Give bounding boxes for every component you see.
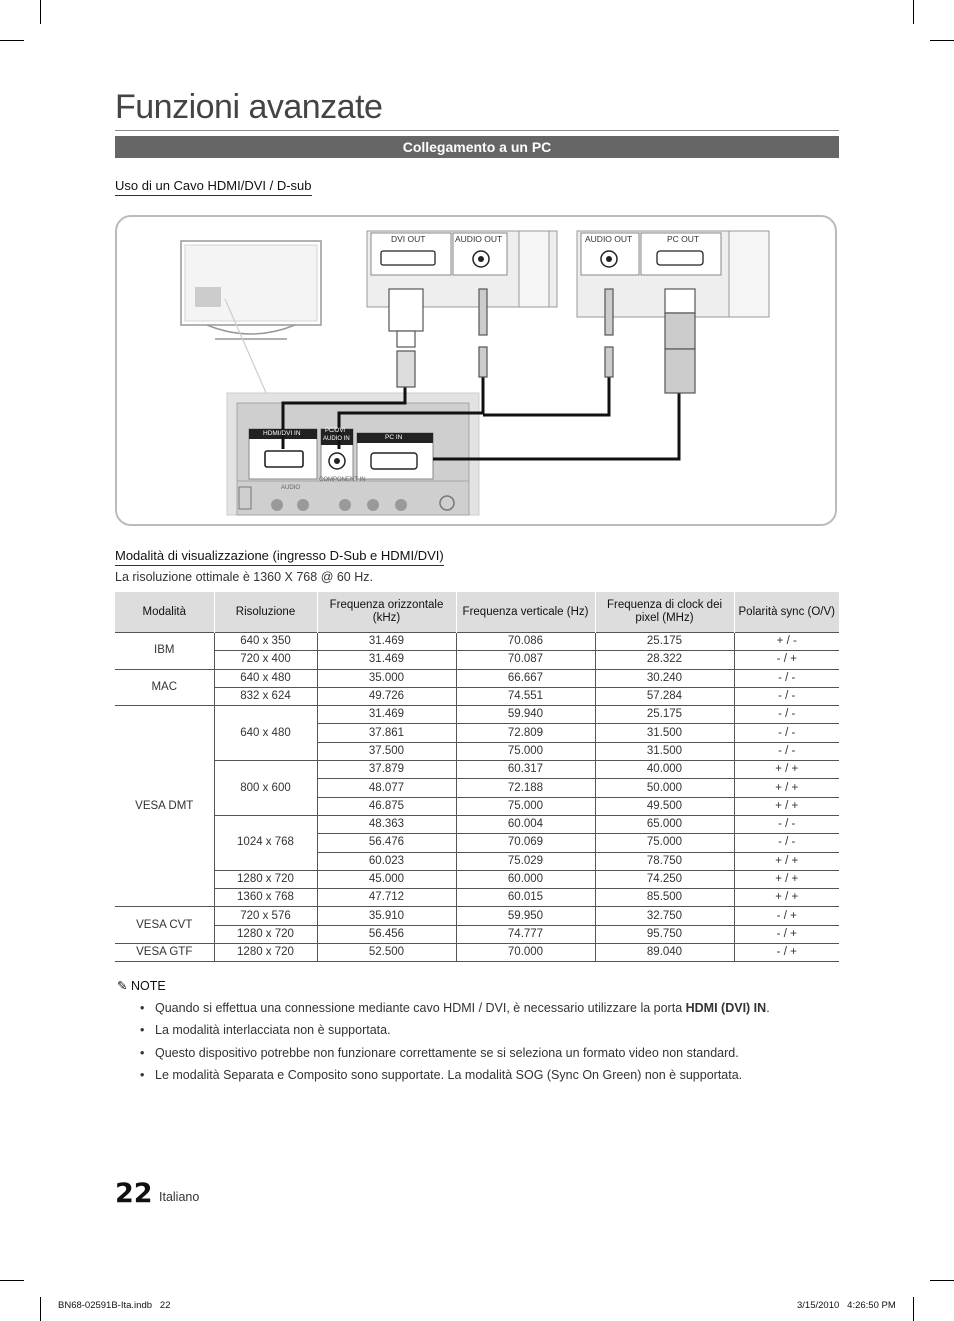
vertical-frequency-cell: 75.000: [456, 797, 595, 815]
resolution-cell: 832 x 624: [214, 687, 317, 705]
crop-mark: [0, 40, 24, 41]
pc1-audio-out-label: AUDIO OUT: [455, 234, 503, 244]
optimal-resolution-text: La risoluzione ottimale è 1360 X 768 @ 60 Hz.: [115, 570, 373, 584]
note-text: La modalità interlacciata non è supportata.: [155, 1023, 391, 1038]
horizontal-frequency-cell: 52.500: [317, 944, 456, 962]
table-row: [115, 815, 839, 833]
header-horizontal-frequency: Frequenza orizzontale (kHz): [317, 592, 456, 633]
sync-polarity-cell: - / -: [734, 834, 839, 852]
horizontal-frequency-cell: 48.077: [317, 779, 456, 797]
resolution-cell: 720 x 576: [214, 907, 317, 925]
pixel-clock-cell: 32.750: [595, 907, 734, 925]
sync-polarity-cell: - / +: [734, 651, 839, 669]
tv-rear-panel: [227, 393, 479, 515]
bullet-icon: •: [140, 1001, 145, 1015]
sync-polarity-cell: + / -: [734, 633, 839, 651]
horizontal-frequency-cell: 37.879: [317, 761, 456, 779]
vertical-frequency-cell: 66.667: [456, 669, 595, 687]
vertical-frequency-cell: 72.809: [456, 724, 595, 742]
table-row: [115, 669, 839, 687]
resolution-cell: 1024 x 768: [214, 815, 317, 870]
horizontal-frequency-cell: 31.469: [317, 633, 456, 651]
pencil-icon: ✎: [117, 979, 128, 993]
vertical-frequency-cell: 70.087: [456, 651, 595, 669]
title-divider: [115, 130, 839, 131]
pixel-clock-cell: 74.250: [595, 870, 734, 888]
pixel-clock-cell: 65.000: [595, 815, 734, 833]
pixel-clock-cell: 78.750: [595, 852, 734, 870]
mode-cell: VESA GTF: [115, 944, 214, 962]
vertical-frequency-cell: 74.551: [456, 687, 595, 705]
pixel-clock-cell: 40.000: [595, 761, 734, 779]
header-sync-polarity: Polarità sync (O/V): [734, 592, 839, 633]
note-heading: [117, 978, 166, 993]
sync-polarity-cell: - / +: [734, 925, 839, 943]
header-vertical-frequency: Frequenza verticale (Hz): [456, 592, 595, 633]
note-text: Le modalità Separata e Composito sono supportate. La modalità SOG (Sync On Green) non è supportata.: [155, 1067, 743, 1082]
vertical-frequency-cell: 60.015: [456, 889, 595, 907]
table-row: [115, 925, 839, 943]
sync-polarity-cell: - / +: [734, 907, 839, 925]
connection-illustration: [117, 217, 835, 524]
tv-pc-in-label: PC IN: [385, 434, 403, 441]
vertical-frequency-cell: 70.069: [456, 834, 595, 852]
note-bold-port: HDMI (DVI) IN: [685, 1001, 767, 1015]
table-row: [115, 944, 839, 962]
header-resolution: Risoluzione: [214, 592, 317, 633]
resolution-cell: 720 x 400: [214, 651, 317, 669]
resolution-cell: 1280 x 720: [214, 944, 317, 962]
sync-polarity-cell: - / -: [734, 706, 839, 724]
pixel-clock-cell: 75.000: [595, 834, 734, 852]
horizontal-frequency-cell: 35.000: [317, 669, 456, 687]
vertical-frequency-cell: 60.317: [456, 761, 595, 779]
horizontal-frequency-cell: 37.500: [317, 742, 456, 760]
tv-audio-label: AUDIO: [281, 485, 301, 491]
horizontal-frequency-cell: 45.000: [317, 870, 456, 888]
vertical-frequency-cell: 60.000: [456, 870, 595, 888]
bullet-icon: •: [140, 1023, 145, 1038]
table-row: [115, 687, 839, 705]
pc1-dvi-out-label: DVI OUT: [391, 234, 426, 244]
print-file-info: BN68-02591B-Ita.indb 22: [58, 1300, 171, 1311]
vertical-frequency-cell: 72.188: [456, 779, 595, 797]
crop-mark: [40, 1297, 41, 1321]
page-title: Funzioni avanzate: [115, 88, 383, 126]
resolution-cell: 1360 x 768: [214, 889, 317, 907]
sync-polarity-cell: + / +: [734, 870, 839, 888]
connection-diagram: [115, 215, 837, 526]
pixel-clock-cell: 25.175: [595, 706, 734, 724]
pixel-clock-cell: 49.500: [595, 797, 734, 815]
crop-mark: [913, 1297, 914, 1321]
vertical-frequency-cell: 60.004: [456, 815, 595, 833]
table-row: [115, 870, 839, 888]
sync-polarity-cell: + / +: [734, 761, 839, 779]
section-title: Collegamento a un PC: [115, 136, 839, 158]
display-modes-table: [115, 592, 839, 962]
crop-mark: [40, 0, 41, 24]
note-tail: .: [766, 1001, 770, 1015]
tv-pcdvi-label: PC/DVI: [325, 428, 346, 434]
bullet-icon: •: [140, 1045, 145, 1060]
vertical-frequency-cell: 70.086: [456, 633, 595, 651]
resolution-cell: 1280 x 720: [214, 870, 317, 888]
table-row: [115, 761, 839, 779]
header-pixel-clock: Frequenza di clock dei pixel (MHz): [595, 592, 734, 633]
sync-polarity-cell: + / +: [734, 779, 839, 797]
pixel-clock-cell: 28.322: [595, 651, 734, 669]
note-item: [140, 1044, 840, 1066]
note-item: [140, 1021, 840, 1043]
table-row: [115, 706, 839, 724]
vertical-frequency-cell: 75.029: [456, 852, 595, 870]
note-item: [140, 999, 840, 1021]
sync-polarity-cell: - / -: [734, 687, 839, 705]
resolution-cell: 640 x 480: [214, 706, 317, 761]
table-row: [115, 907, 839, 925]
print-timestamp: 3/15/2010 4:26:50 PM: [797, 1300, 896, 1311]
note-list: [140, 999, 840, 1088]
table-header-row: [115, 592, 839, 633]
page-language: Italiano: [159, 1190, 200, 1204]
mode-cell: VESA CVT: [115, 907, 214, 944]
resolution-cell: 640 x 480: [214, 669, 317, 687]
table-row: [115, 889, 839, 907]
pixel-clock-cell: 95.750: [595, 925, 734, 943]
horizontal-frequency-cell: 56.476: [317, 834, 456, 852]
horizontal-frequency-cell: 49.726: [317, 687, 456, 705]
crop-mark: [0, 1280, 24, 1281]
mode-cell: VESA DMT: [115, 706, 214, 907]
sync-polarity-cell: + / +: [734, 889, 839, 907]
note-text: Questo dispositivo potrebbe non funzionare correttamente se si seleziona un formato video non standard.: [155, 1045, 739, 1060]
vertical-frequency-cell: 75.000: [456, 742, 595, 760]
horizontal-frequency-cell: 46.875: [317, 797, 456, 815]
crop-mark: [913, 0, 914, 24]
horizontal-frequency-cell: 37.861: [317, 724, 456, 742]
tv-component-in-label: COMPONENT IN: [319, 477, 366, 483]
pixel-clock-cell: 89.040: [595, 944, 734, 962]
note-item: [140, 1066, 840, 1088]
horizontal-frequency-cell: 35.910: [317, 907, 456, 925]
pixel-clock-cell: 31.500: [595, 724, 734, 742]
page-number: 22: [115, 1178, 153, 1209]
subsection-heading-cable: Uso di un Cavo HDMI/DVI / D-sub: [115, 178, 312, 196]
vertical-frequency-cell: 59.940: [456, 706, 595, 724]
horizontal-frequency-cell: 56.456: [317, 925, 456, 943]
note-text: Quando si effettua una connessione mediante cavo HDMI / DVI, è necessario utilizzare la porta: [155, 1001, 686, 1015]
pixel-clock-cell: 85.500: [595, 889, 734, 907]
bullet-icon: •: [140, 1067, 145, 1082]
horizontal-frequency-cell: 47.712: [317, 889, 456, 907]
resolution-cell: 1280 x 720: [214, 925, 317, 943]
resolution-cell: 640 x 350: [214, 633, 317, 651]
table-row: [115, 633, 839, 651]
vertical-frequency-cell: 59.950: [456, 907, 595, 925]
crop-mark: [930, 1280, 954, 1281]
pixel-clock-cell: 25.175: [595, 633, 734, 651]
pixel-clock-cell: 50.000: [595, 779, 734, 797]
mode-cell: IBM: [115, 633, 214, 670]
sync-polarity-cell: + / +: [734, 797, 839, 815]
sync-polarity-cell: - / -: [734, 669, 839, 687]
pixel-clock-cell: 57.284: [595, 687, 734, 705]
pixel-clock-cell: 31.500: [595, 742, 734, 760]
header-mode: Modalità: [115, 592, 214, 633]
horizontal-frequency-cell: 31.469: [317, 706, 456, 724]
horizontal-frequency-cell: 31.469: [317, 651, 456, 669]
tv-audio-in-label: AUDIO IN: [323, 436, 350, 442]
horizontal-frequency-cell: 48.363: [317, 815, 456, 833]
crop-mark: [930, 40, 954, 41]
tv-illustration: [181, 241, 321, 395]
sync-polarity-cell: - / -: [734, 742, 839, 760]
note-label: NOTE: [130, 979, 166, 993]
resolution-cell: 800 x 600: [214, 761, 317, 816]
table-row: [115, 651, 839, 669]
vertical-frequency-cell: 74.777: [456, 925, 595, 943]
tv-hdmi-in-label: HDMI/DVI IN: [263, 430, 301, 437]
pixel-clock-cell: 30.240: [595, 669, 734, 687]
mode-cell: MAC: [115, 669, 214, 706]
subsection-heading-modes: Modalità di visualizzazione (ingresso D-Sub e HDMI/DVI): [115, 548, 444, 566]
sync-polarity-cell: - / -: [734, 815, 839, 833]
vertical-frequency-cell: 70.000: [456, 944, 595, 962]
sync-polarity-cell: - / +: [734, 944, 839, 962]
sync-polarity-cell: - / -: [734, 724, 839, 742]
pc2-pc-out-label: PC OUT: [667, 234, 700, 244]
pc2-audio-out-label: AUDIO OUT: [585, 234, 633, 244]
sync-polarity-cell: + / +: [734, 852, 839, 870]
table-body: [115, 633, 839, 962]
horizontal-frequency-cell: 60.023: [317, 852, 456, 870]
